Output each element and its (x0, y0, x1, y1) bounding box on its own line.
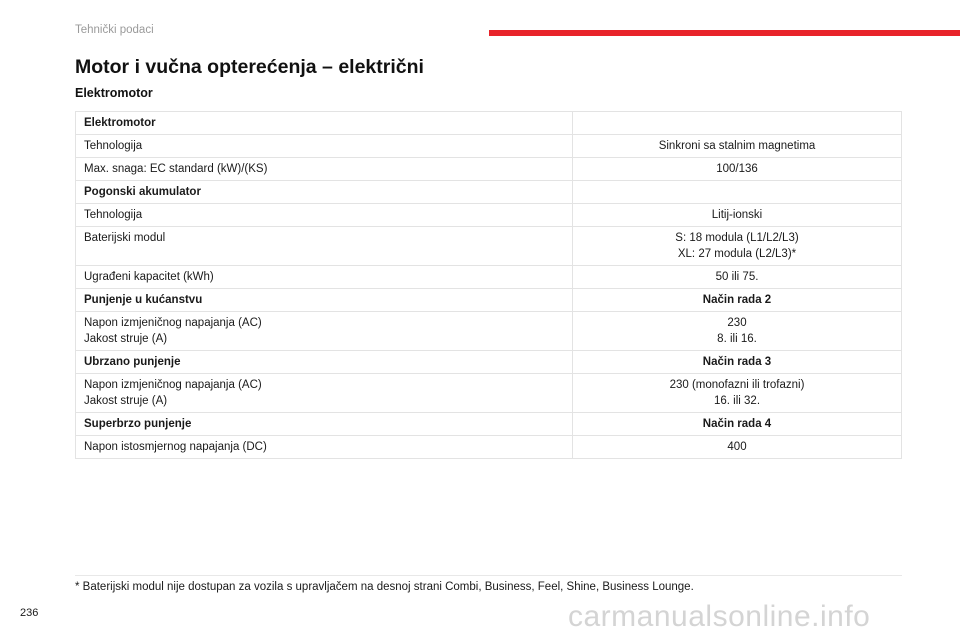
cell-text: 8. ili 16. (717, 333, 757, 345)
cell-text: Superbrzo punjenje (84, 418, 192, 430)
table-cell-label (76, 227, 573, 266)
table-cell-value (573, 158, 902, 181)
cell-text: 400 (727, 441, 747, 453)
cell-text: Tehnologija (84, 140, 143, 152)
table-cell-label (76, 374, 573, 413)
cell-text: Jakost struje (A) (84, 395, 168, 407)
table-cell-label (76, 112, 573, 135)
table-row (76, 436, 902, 459)
table-row (76, 204, 902, 227)
table-cell-value (573, 413, 902, 436)
table-row (76, 135, 902, 158)
table-section-row (76, 351, 902, 374)
cell-text: Napon istosmjernog napajanja (DC) (84, 441, 267, 453)
cell-text: Elektromotor (84, 117, 156, 129)
table-cell-value (573, 112, 902, 135)
table-cell-value (573, 374, 902, 413)
table-row (76, 374, 902, 413)
table-row (76, 312, 902, 351)
table-cell-value (573, 227, 902, 266)
footnote-divider (75, 575, 902, 576)
table-cell-value (573, 436, 902, 459)
cell-text: Napon izmjeničnog napajanja (AC) (84, 317, 262, 329)
cell-text: Punjenje u kućanstvu (84, 294, 203, 306)
table-row (76, 227, 902, 266)
spec-table-body (76, 112, 902, 459)
table-cell-label (76, 436, 573, 459)
cell-text: Jakost struje (A) (84, 333, 168, 345)
table-cell-value (573, 181, 902, 204)
table-cell-label (76, 204, 573, 227)
table-cell-value (573, 351, 902, 374)
table-section-row (76, 289, 902, 312)
cell-text: Način rada 3 (702, 356, 772, 368)
cell-text: 16. ili 32. (713, 395, 761, 407)
table-cell-label (76, 312, 573, 351)
spec-table (75, 111, 902, 459)
table-section-row (76, 413, 902, 436)
cell-text: Litij-ionski (711, 209, 763, 221)
cell-text: Max. snaga: EC standard (kW)/(KS) (84, 163, 268, 175)
cell-text: Ubrzano punjenje (84, 356, 181, 368)
table-row (76, 158, 902, 181)
cell-text: XL: 27 modula (L2/L3)* (677, 248, 797, 260)
cell-text: Tehnologija (84, 209, 143, 221)
table-cell-label (76, 181, 573, 204)
table-cell-value (573, 266, 902, 289)
cell-text: 50 ili 75. (715, 271, 759, 283)
cell-text: 230 (727, 317, 747, 329)
page-number: 236 (20, 607, 39, 619)
section-subtitle: Elektromotor (75, 86, 153, 100)
table-cell-label (76, 351, 573, 374)
table-cell-value (573, 135, 902, 158)
table-cell-label (76, 158, 573, 181)
table-cell-label (76, 413, 573, 436)
cell-text: 230 (monofazni ili trofazni) (669, 379, 805, 391)
cell-text: Način rada 4 (702, 418, 772, 430)
table-cell-value (573, 204, 902, 227)
cell-text: S: 18 modula (L1/L2/L3) (675, 232, 799, 244)
cell-text: 100/136 (716, 163, 758, 175)
cell-text: Pogonski akumulator (84, 186, 201, 198)
table-section-row (76, 112, 902, 135)
table-cell-value (573, 289, 902, 312)
watermark: carmanualsonline.info (568, 600, 871, 633)
cell-text: Napon izmjeničnog napajanja (AC) (84, 379, 262, 391)
table-row (76, 266, 902, 289)
table-cell-label (76, 135, 573, 158)
cell-text: Ugrađeni kapacitet (kWh) (84, 271, 214, 283)
section-header: Tehnički podaci (75, 24, 154, 36)
table-cell-label (76, 266, 573, 289)
footnote: * Baterijski modul nije dostupan za vozila s upravljačem na desnoj strani Combi, Business, Feel, Shine, Business Lounge. (75, 581, 694, 593)
page-title: Motor i vučna opterećenja – električni (75, 56, 424, 78)
cell-text: Baterijski modul (84, 232, 166, 244)
cell-text: Sinkroni sa stalnim magnetima (658, 140, 816, 152)
table-cell-value (573, 312, 902, 351)
cell-text: Način rada 2 (702, 294, 772, 306)
table-section-row (76, 181, 902, 204)
header-accent-bar (489, 30, 960, 36)
table-cell-label (76, 289, 573, 312)
